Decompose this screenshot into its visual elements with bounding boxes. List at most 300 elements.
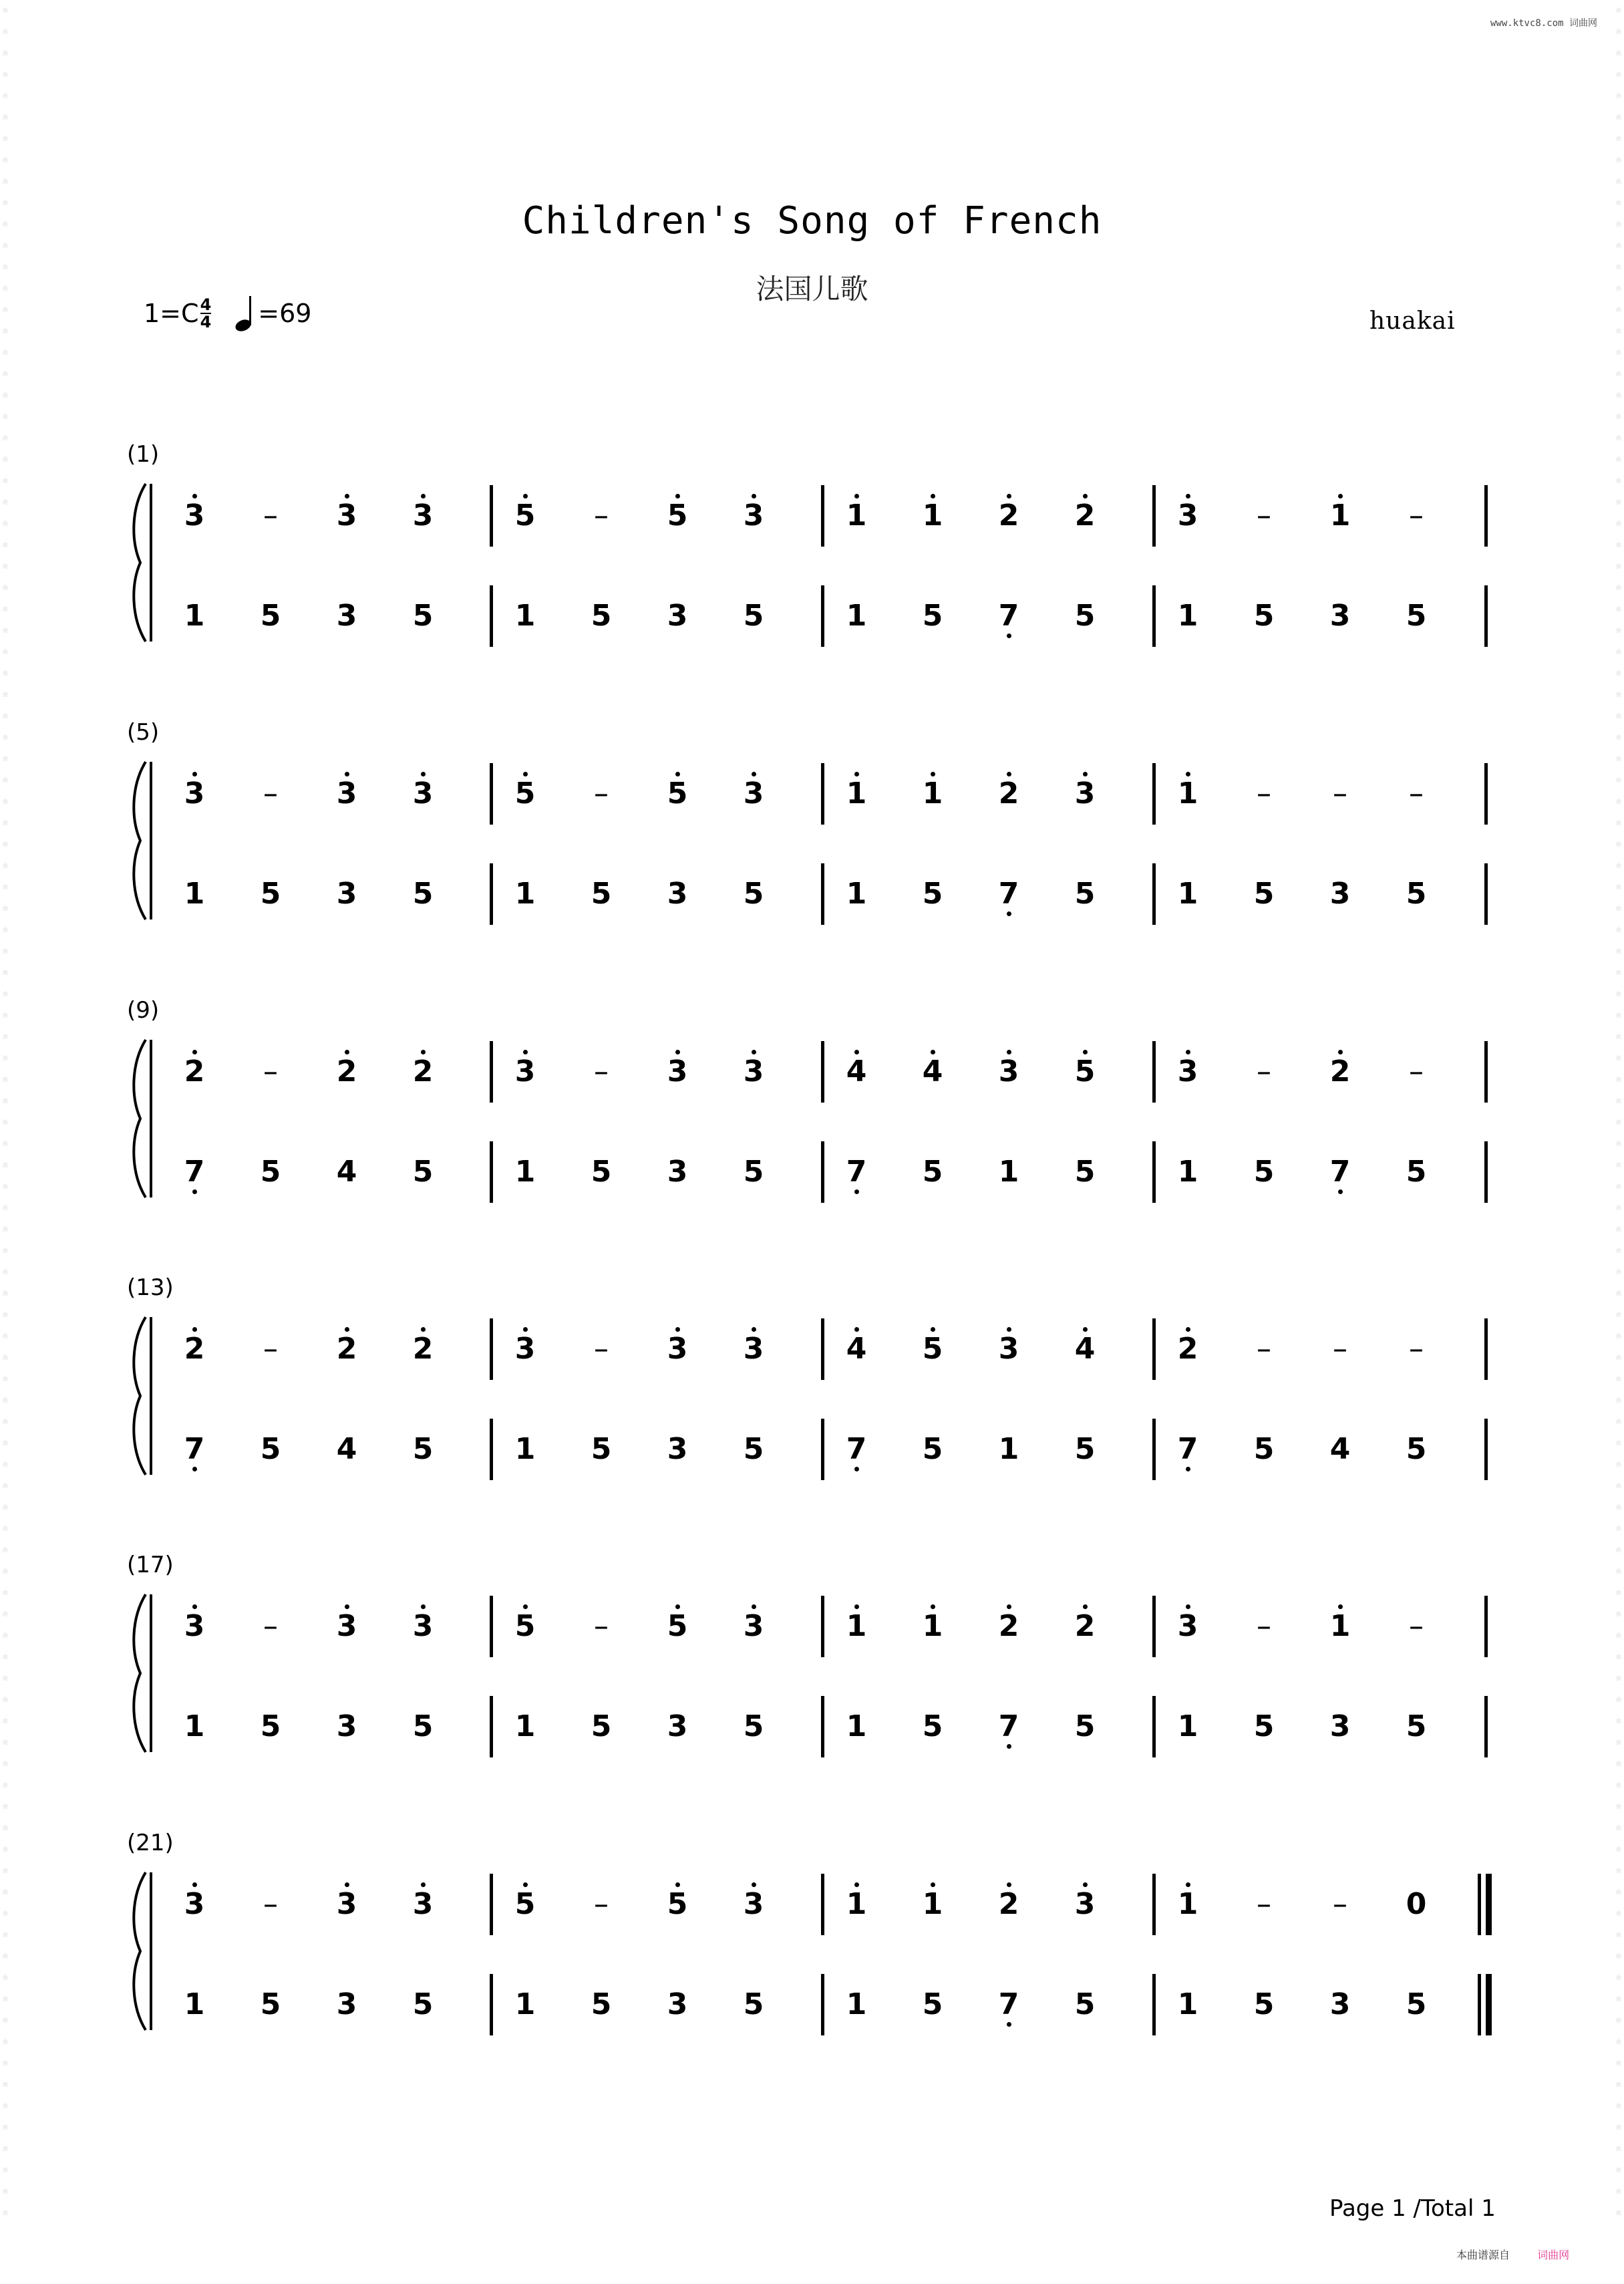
octave-up-dot bbox=[523, 1882, 528, 1887]
note-digit: 5 bbox=[1074, 1709, 1096, 1743]
note-high bbox=[734, 777, 774, 811]
octave-up-dot bbox=[1083, 1604, 1088, 1609]
octave-up-dot bbox=[752, 1050, 756, 1054]
note-digit: – bbox=[1257, 776, 1271, 811]
note-digit: 5 bbox=[922, 1155, 943, 1189]
octave-up-dot bbox=[931, 1604, 935, 1609]
note-high bbox=[836, 1888, 876, 1921]
note-low bbox=[836, 1155, 876, 1189]
octave-up-dot bbox=[421, 1327, 426, 1332]
octave-up-dot bbox=[675, 1050, 680, 1054]
note-digit: 1 bbox=[1177, 1887, 1198, 1921]
note-digit: 7 bbox=[846, 1155, 867, 1189]
octave-up-dot bbox=[192, 1327, 197, 1332]
barline bbox=[821, 1419, 824, 1480]
note-digit: 5 bbox=[412, 599, 434, 633]
note-digit: 3 bbox=[336, 1609, 357, 1643]
note-digit: – bbox=[263, 1887, 278, 1921]
note-high bbox=[327, 1888, 367, 1921]
note-digit: 5 bbox=[922, 1987, 943, 2021]
note bbox=[1396, 877, 1436, 911]
barline bbox=[1484, 1419, 1488, 1480]
note-digit: 7 bbox=[1177, 1432, 1198, 1466]
note bbox=[403, 1988, 443, 2021]
note-digit: 5 bbox=[1074, 1432, 1096, 1466]
note-digit: – bbox=[594, 1887, 609, 1921]
note bbox=[657, 1988, 697, 2021]
note-digit: 5 bbox=[514, 776, 536, 811]
note-digit: 3 bbox=[1329, 1987, 1351, 2021]
system-brace bbox=[128, 1592, 155, 1755]
note-digit: 5 bbox=[591, 877, 612, 911]
octave-down-dot bbox=[1007, 1744, 1011, 1749]
footer-brand bbox=[1456, 2247, 1569, 2262]
note-low bbox=[989, 877, 1029, 911]
note-digit: 5 bbox=[412, 1709, 434, 1743]
note-dash bbox=[1396, 499, 1436, 533]
note-digit: 3 bbox=[412, 776, 434, 811]
octave-up-dot bbox=[752, 494, 756, 498]
note-digit: 2 bbox=[998, 1609, 1019, 1643]
note-digit: 2 bbox=[184, 1332, 205, 1366]
octave-up-dot bbox=[931, 494, 935, 498]
octave-down-dot bbox=[192, 1467, 197, 1471]
note-digit: 5 bbox=[922, 599, 943, 633]
octave-up-dot bbox=[421, 772, 426, 776]
note-digit: 1 bbox=[846, 1987, 867, 2021]
note-digit: 1 bbox=[514, 1709, 536, 1743]
note bbox=[734, 877, 774, 911]
note-digit: 1 bbox=[998, 1432, 1019, 1466]
octave-up-dot bbox=[1083, 772, 1088, 776]
note-digit: 5 bbox=[412, 1987, 434, 2021]
note-digit: 1 bbox=[846, 877, 867, 911]
note-high bbox=[1320, 1055, 1360, 1089]
note-digit: 2 bbox=[184, 1054, 205, 1089]
note-low bbox=[989, 599, 1029, 633]
note bbox=[1168, 877, 1208, 911]
note-high bbox=[836, 499, 876, 533]
note-digit: – bbox=[594, 1054, 609, 1089]
note-dash bbox=[1320, 777, 1360, 811]
octave-up-dot bbox=[931, 1882, 935, 1887]
octave-up-dot bbox=[523, 1327, 528, 1332]
note bbox=[403, 599, 443, 633]
note-digit: 5 bbox=[743, 877, 764, 911]
note-digit: 3 bbox=[412, 1887, 434, 1921]
note bbox=[657, 599, 697, 633]
note-digit: 5 bbox=[1074, 1054, 1096, 1089]
note-low bbox=[989, 1988, 1029, 2021]
octave-up-dot bbox=[523, 772, 528, 776]
note bbox=[251, 1988, 291, 2021]
note-high bbox=[989, 499, 1029, 533]
note-high bbox=[1168, 1332, 1208, 1366]
note-high bbox=[913, 1332, 953, 1366]
note-high bbox=[734, 1055, 774, 1089]
note-digit: – bbox=[263, 498, 278, 533]
note-digit: 5 bbox=[743, 1987, 764, 2021]
octave-up-dot bbox=[192, 1604, 197, 1609]
score-system bbox=[0, 1830, 1624, 2030]
note-digit: 1 bbox=[846, 1609, 867, 1643]
note bbox=[403, 877, 443, 911]
note-high bbox=[836, 1332, 876, 1366]
note-digit: 5 bbox=[743, 1155, 764, 1189]
note-digit: 7 bbox=[998, 877, 1019, 911]
note-high bbox=[734, 1332, 774, 1366]
score-system bbox=[0, 441, 1624, 641]
note-digit: 2 bbox=[336, 1332, 357, 1366]
note-high bbox=[657, 1055, 697, 1089]
note-digit: 3 bbox=[667, 877, 688, 911]
measure-number: (9) bbox=[127, 997, 160, 1024]
note-digit: 1 bbox=[514, 1987, 536, 2021]
note-digit: – bbox=[1409, 776, 1424, 811]
note-digit: 7 bbox=[1329, 1155, 1351, 1189]
barline bbox=[1484, 1596, 1488, 1657]
note-digit: 5 bbox=[591, 1987, 612, 2021]
note-digit: – bbox=[1409, 1054, 1424, 1089]
note-digit: 5 bbox=[922, 877, 943, 911]
time-denominator: 4 bbox=[200, 313, 212, 331]
note-dash bbox=[581, 1332, 621, 1366]
watermark-strip-left: 曲 曲 曲 曲 曲 曲 曲 曲 曲 曲 曲 曲 曲 曲 曲 曲 曲 曲 曲 曲 曲 曲 曲 曲 曲 曲 曲 曲 曲 曲 曲 曲 曲 曲 曲 曲 曲 曲 曲 曲 曲 曲 曲 曲 曲 曲 曲 曲 曲 曲 曲 曲 曲 曲 曲 曲 曲 曲 曲 曲 曲 曲 曲 曲 曲 曲 曲 曲 曲 曲 曲 曲 曲 曲 曲 曲 曲 曲 曲 曲 曲 曲 曲 曲 曲 曲 曲 曲 曲 曲 曲 曲 曲 曲 曲 曲 曲 曲 曲 曲 曲 曲 曲 曲 bbox=[3, 7, 8, 2216]
note-digit: 1 bbox=[846, 498, 867, 533]
final-barline bbox=[1478, 1874, 1481, 1935]
octave-up-dot bbox=[854, 494, 859, 498]
note bbox=[505, 1988, 545, 2021]
note bbox=[657, 1710, 697, 1743]
measure-number: (21) bbox=[127, 1830, 174, 1856]
note-high bbox=[174, 1610, 214, 1643]
note bbox=[505, 1433, 545, 1466]
note bbox=[1168, 599, 1208, 633]
note-digit: 1 bbox=[1177, 877, 1198, 911]
note-digit: 5 bbox=[514, 1609, 536, 1643]
note-digit: 3 bbox=[667, 1709, 688, 1743]
note-high bbox=[403, 1610, 443, 1643]
song-subtitle: 法国儿歌 bbox=[756, 273, 868, 305]
measure-number: (5) bbox=[127, 719, 160, 746]
system-brace bbox=[128, 1314, 155, 1478]
note bbox=[836, 599, 876, 633]
octave-down-dot bbox=[1007, 911, 1011, 916]
note bbox=[174, 877, 214, 911]
key-label: 1=C bbox=[144, 299, 199, 328]
barline bbox=[1152, 1596, 1156, 1657]
footer-brand-right: 词曲网 bbox=[1537, 2249, 1570, 2261]
note-high bbox=[505, 1055, 545, 1089]
note-digit: 5 bbox=[1074, 599, 1096, 633]
note-digit: 5 bbox=[260, 1432, 281, 1466]
note-digit: 1 bbox=[1177, 599, 1198, 633]
system-brace bbox=[128, 1037, 155, 1201]
note-high bbox=[1320, 1610, 1360, 1643]
barline bbox=[1152, 863, 1156, 925]
note-digit: 7 bbox=[184, 1155, 205, 1189]
note bbox=[1244, 1988, 1284, 2021]
note bbox=[734, 1433, 774, 1466]
octave-up-dot bbox=[345, 1050, 349, 1054]
note-digit: 2 bbox=[998, 776, 1019, 811]
note bbox=[174, 1710, 214, 1743]
note-digit: 5 bbox=[1074, 1987, 1096, 2021]
note-digit: 4 bbox=[336, 1155, 357, 1189]
note-dash bbox=[251, 1610, 291, 1643]
note bbox=[1244, 599, 1284, 633]
score-system bbox=[0, 1552, 1624, 1752]
barline bbox=[1484, 585, 1488, 647]
octave-up-dot bbox=[345, 1327, 349, 1332]
note bbox=[1396, 1433, 1436, 1466]
note-digit: 1 bbox=[1177, 1709, 1198, 1743]
octave-up-dot bbox=[854, 772, 859, 776]
note-digit: 3 bbox=[998, 1054, 1019, 1089]
octave-up-dot bbox=[523, 1050, 528, 1054]
note-dash bbox=[251, 499, 291, 533]
note-digit: 5 bbox=[514, 1887, 536, 1921]
octave-up-dot bbox=[421, 1604, 426, 1609]
note-high bbox=[327, 1332, 367, 1366]
note bbox=[251, 1710, 291, 1743]
note-digit: 5 bbox=[743, 599, 764, 633]
note bbox=[1320, 1988, 1360, 2021]
octave-up-dot bbox=[1083, 494, 1088, 498]
note-dash bbox=[581, 1055, 621, 1089]
note-digit: 1 bbox=[184, 1987, 205, 2021]
octave-down-dot bbox=[854, 1189, 859, 1194]
note-low bbox=[1168, 1433, 1208, 1466]
note bbox=[734, 1988, 774, 2021]
note-dash bbox=[1244, 1332, 1284, 1366]
note-digit: 3 bbox=[336, 1709, 357, 1743]
octave-up-dot bbox=[1083, 1050, 1088, 1054]
note bbox=[913, 1988, 953, 2021]
note bbox=[913, 599, 953, 633]
octave-up-dot bbox=[675, 1604, 680, 1609]
note bbox=[1065, 877, 1105, 911]
note-digit: 3 bbox=[743, 1332, 764, 1366]
note bbox=[734, 1155, 774, 1189]
note-high bbox=[836, 777, 876, 811]
note-digit: 1 bbox=[922, 498, 943, 533]
note-digit: 1 bbox=[846, 599, 867, 633]
note bbox=[1065, 1988, 1105, 2021]
note bbox=[1396, 1988, 1436, 2021]
note bbox=[403, 1433, 443, 1466]
note-digit: 5 bbox=[591, 1155, 612, 1189]
note bbox=[1065, 1433, 1105, 1466]
note-digit: 2 bbox=[998, 498, 1019, 533]
barline bbox=[1152, 1318, 1156, 1380]
note bbox=[1065, 1155, 1105, 1189]
note-digit: 4 bbox=[922, 1054, 943, 1089]
barline bbox=[821, 1696, 824, 1757]
note bbox=[1320, 1433, 1360, 1466]
octave-up-dot bbox=[931, 1327, 935, 1332]
note-low bbox=[174, 1155, 214, 1189]
note bbox=[836, 1710, 876, 1743]
octave-up-dot bbox=[1083, 1882, 1088, 1887]
octave-up-dot bbox=[1186, 494, 1190, 498]
note-high bbox=[505, 1610, 545, 1643]
octave-up-dot bbox=[1186, 1050, 1190, 1054]
note-digit: 5 bbox=[260, 1155, 281, 1189]
note-digit: 1 bbox=[514, 599, 536, 633]
note bbox=[1168, 1155, 1208, 1189]
barline bbox=[1152, 1874, 1156, 1935]
note bbox=[327, 1988, 367, 2021]
octave-down-dot bbox=[1186, 1467, 1190, 1471]
note-digit: – bbox=[263, 1609, 278, 1643]
note-digit: 5 bbox=[1406, 599, 1427, 633]
note-digit: – bbox=[1333, 1332, 1347, 1366]
note bbox=[1244, 877, 1284, 911]
note-dash bbox=[251, 1888, 291, 1921]
note-digit: – bbox=[1409, 1609, 1424, 1643]
note-high bbox=[327, 777, 367, 811]
barline bbox=[821, 1318, 824, 1380]
note-high bbox=[657, 499, 697, 533]
song-title: Children's Song of French bbox=[522, 199, 1102, 243]
note-digit: 3 bbox=[184, 1887, 205, 1921]
note-digit: 2 bbox=[1177, 1332, 1198, 1366]
note-high bbox=[174, 1888, 214, 1921]
note-digit: 4 bbox=[846, 1332, 867, 1366]
note-digit: 3 bbox=[336, 776, 357, 811]
note-digit: 5 bbox=[260, 877, 281, 911]
final-barline bbox=[1478, 1974, 1481, 2035]
note-digit: 5 bbox=[1074, 877, 1096, 911]
note-digit: 5 bbox=[1253, 1987, 1275, 2021]
note-high bbox=[657, 1888, 697, 1921]
note-high bbox=[913, 1610, 953, 1643]
note-low bbox=[989, 1710, 1029, 1743]
octave-down-dot bbox=[1338, 1189, 1343, 1194]
octave-up-dot bbox=[345, 772, 349, 776]
note-digit: – bbox=[1257, 1332, 1271, 1366]
note-high bbox=[403, 1055, 443, 1089]
octave-up-dot bbox=[421, 1882, 426, 1887]
octave-up-dot bbox=[345, 494, 349, 498]
measure-number: (17) bbox=[127, 1552, 174, 1578]
octave-up-dot bbox=[752, 1882, 756, 1887]
note bbox=[1244, 1710, 1284, 1743]
note-digit: 1 bbox=[514, 1432, 536, 1466]
note-digit: 5 bbox=[260, 599, 281, 633]
note bbox=[1320, 1710, 1360, 1743]
octave-up-dot bbox=[192, 1050, 197, 1054]
note-digit: 1 bbox=[184, 599, 205, 633]
measure-number: (13) bbox=[127, 1274, 174, 1301]
note-low bbox=[174, 1433, 214, 1466]
note-high bbox=[1168, 1055, 1208, 1089]
note-high bbox=[403, 777, 443, 811]
octave-up-dot bbox=[931, 1050, 935, 1054]
note bbox=[581, 1155, 621, 1189]
note-high bbox=[1168, 1888, 1208, 1921]
note-high bbox=[1168, 499, 1208, 533]
note-digit: 3 bbox=[336, 599, 357, 633]
note-high bbox=[989, 1888, 1029, 1921]
note-high bbox=[403, 1888, 443, 1921]
octave-up-dot bbox=[1186, 1882, 1190, 1887]
note-high bbox=[989, 777, 1029, 811]
note bbox=[581, 877, 621, 911]
note-digit: 3 bbox=[184, 776, 205, 811]
barline bbox=[490, 1141, 493, 1203]
note bbox=[1396, 1155, 1436, 1189]
octave-up-dot bbox=[345, 1882, 349, 1887]
octave-up-dot bbox=[854, 1050, 859, 1054]
note bbox=[989, 1155, 1029, 1189]
note-digit: 5 bbox=[591, 1709, 612, 1743]
octave-up-dot bbox=[1007, 1882, 1011, 1887]
note-high bbox=[989, 1332, 1029, 1366]
octave-up-dot bbox=[421, 494, 426, 498]
note-high bbox=[913, 777, 953, 811]
note-dash bbox=[251, 777, 291, 811]
note-digit: 5 bbox=[412, 1432, 434, 1466]
octave-up-dot bbox=[931, 772, 935, 776]
note-digit: 7 bbox=[184, 1432, 205, 1466]
note-digit: 3 bbox=[667, 599, 688, 633]
note bbox=[251, 599, 291, 633]
note-high bbox=[174, 499, 214, 533]
note bbox=[505, 599, 545, 633]
note-digit: – bbox=[594, 1609, 609, 1643]
note-digit: 3 bbox=[336, 1987, 357, 2021]
octave-down-dot bbox=[1007, 633, 1011, 638]
note-digit: – bbox=[263, 1054, 278, 1089]
note-digit: 5 bbox=[1253, 1155, 1275, 1189]
note-digit: 4 bbox=[1329, 1432, 1351, 1466]
note bbox=[251, 1155, 291, 1189]
note-digit: – bbox=[1257, 1609, 1271, 1643]
barline bbox=[821, 585, 824, 647]
octave-up-dot bbox=[345, 1604, 349, 1609]
barline bbox=[490, 1696, 493, 1757]
note-dash bbox=[1320, 1888, 1360, 1921]
note-high bbox=[1065, 1332, 1105, 1366]
barline bbox=[490, 1974, 493, 2035]
note-digit: 5 bbox=[743, 1432, 764, 1466]
note bbox=[174, 1988, 214, 2021]
final-barline bbox=[1486, 1974, 1492, 2035]
final-barline bbox=[1486, 1874, 1492, 1935]
octave-up-dot bbox=[192, 772, 197, 776]
note-digit: 4 bbox=[846, 1054, 867, 1089]
octave-up-dot bbox=[1007, 772, 1011, 776]
note bbox=[657, 877, 697, 911]
note-digit: 5 bbox=[922, 1432, 943, 1466]
note-digit: 3 bbox=[743, 776, 764, 811]
note-dash bbox=[1396, 1332, 1436, 1366]
note-digit: – bbox=[1409, 498, 1424, 533]
note-high bbox=[1065, 1888, 1105, 1921]
barline bbox=[490, 1041, 493, 1103]
note-digit: 3 bbox=[412, 1609, 434, 1643]
note bbox=[989, 1433, 1029, 1466]
note bbox=[913, 1433, 953, 1466]
note-digit: 1 bbox=[514, 877, 536, 911]
note-digit: 1 bbox=[1177, 1155, 1198, 1189]
note-digit: – bbox=[594, 498, 609, 533]
note bbox=[734, 599, 774, 633]
note bbox=[1320, 877, 1360, 911]
octave-down-dot bbox=[1007, 2022, 1011, 2027]
